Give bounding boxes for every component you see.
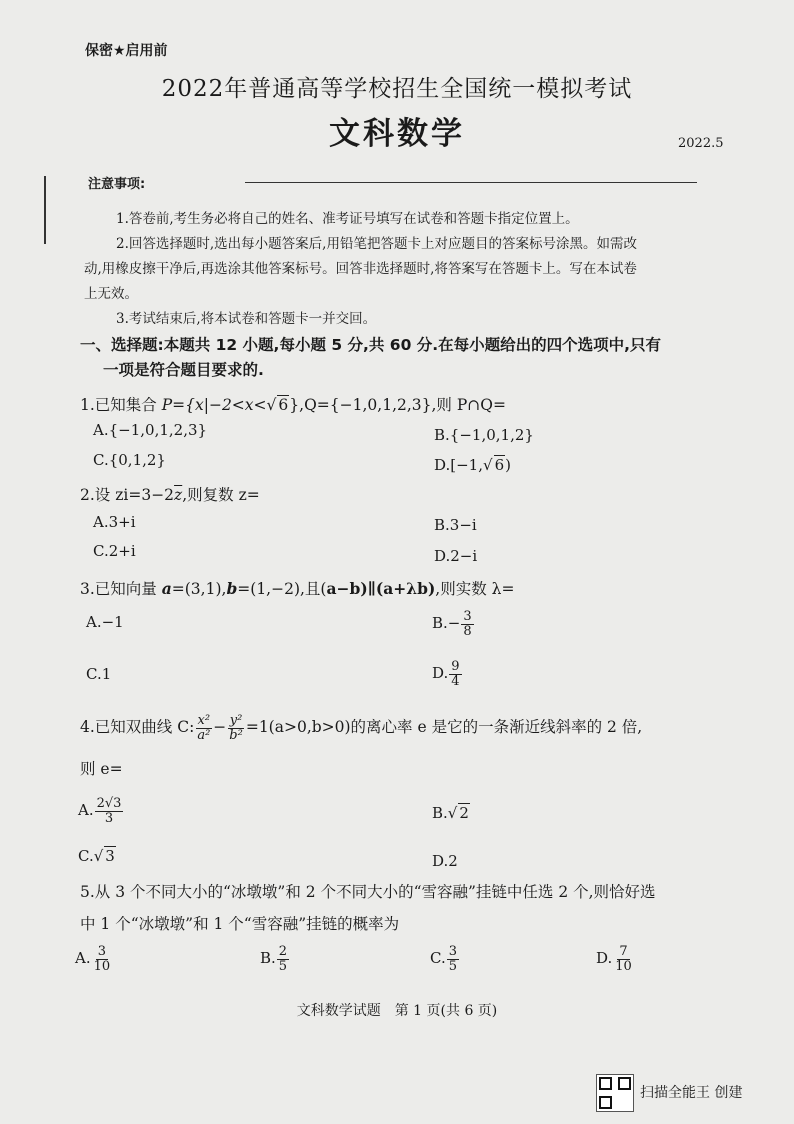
q1-option-c: C.{0,1,2} <box>93 451 166 469</box>
q2-suffix: ,则复数 z= <box>182 486 260 504</box>
q5-c-prefix: C. <box>430 949 446 968</box>
question-4-cont: 则 e= <box>80 760 123 778</box>
q3-a-value: =(3,1), <box>171 580 227 598</box>
exam-title: 2022年普通高等学校招生全国统一模拟考试 <box>161 76 633 102</box>
exam-date: 2022.5 <box>678 136 724 151</box>
q1-sqrt: 6 <box>278 396 289 414</box>
q4-option-d: D.2 <box>432 852 458 870</box>
q5-a-fraction <box>92 945 113 973</box>
question-4 <box>80 714 642 742</box>
q3-relation: a−b)∥(a+λb) <box>326 579 436 598</box>
subject-title: 文科数学 <box>329 116 465 152</box>
q5-a-den: 10 <box>93 958 111 974</box>
q3-b-value: =(1,−2),且( <box>237 580 327 598</box>
q4-f1-den: a² <box>197 727 211 743</box>
q3-d-den: 4 <box>451 673 460 689</box>
notice-item-2: 2.回答选择题时,选出每小题答案后,用铅笔把答题卡上对应题目的答案标号涂黑。如需改 <box>116 236 637 252</box>
q1-set-p: P={x|−2<x< <box>161 396 267 414</box>
q4-b-prefix: B. <box>432 804 448 822</box>
q3-option-c: C.1 <box>86 665 112 683</box>
q2-prefix: 2.设 zi=3−2 <box>80 486 175 504</box>
q5-b-fraction <box>277 945 289 973</box>
q4-option-c: C.√ 3 <box>78 847 115 865</box>
q2-option-c: C.2+i <box>93 542 136 560</box>
q1-d-sqrt: 6 <box>494 456 505 474</box>
q4-a-num: 2√3 <box>96 796 122 811</box>
q1-rest: },Q={−1,0,1,2,3},则 P∩Q= <box>289 396 506 414</box>
q5-c-fraction <box>447 945 459 973</box>
q3-d-prefix: D. <box>432 664 449 683</box>
q1-option-b: B.{−1,0,1,2} <box>434 426 534 444</box>
q4-a-fraction <box>95 797 124 825</box>
q3-b-fraction <box>461 610 473 638</box>
q5-option-a <box>75 945 113 973</box>
q2-zbar: $\overline{z}$ <box>174 486 183 504</box>
q3-b-num: 3 <box>463 609 472 624</box>
page-footer: 文科数学试题 第 1 页(共 6 页) <box>296 1003 498 1019</box>
q4-b-sqrt: 2 <box>459 804 469 822</box>
scanner-watermark: 扫描全能王 创建 <box>640 1085 743 1101</box>
q3-d-fraction <box>449 660 461 688</box>
q3-option-b <box>432 610 475 638</box>
q2-option-d: D.2−i <box>434 547 478 565</box>
q5-a-prefix: A. <box>75 949 91 968</box>
q5-d-den: 10 <box>615 958 632 974</box>
question-1: 1.已知集合 P={x|−2<x<√ 6},Q={−1,0,1,2,3},则 P∩Q= <box>80 396 506 414</box>
q5-option-b <box>260 945 290 973</box>
q5-c-den: 5 <box>448 958 457 974</box>
q3-vector-a: a <box>161 579 172 598</box>
q1-d-suffix: ) <box>505 456 511 474</box>
q1-prefix: 1.已知集合 <box>80 396 162 414</box>
q5-b-prefix: B. <box>260 949 276 968</box>
section-heading-cont: 一项是符合题目要求的. <box>103 361 264 379</box>
q1-d-prefix: D.[−1, <box>434 456 483 474</box>
q4-fraction-x <box>195 714 212 742</box>
q4-c-prefix: C. <box>78 847 94 865</box>
q1-option-d: D.[−1,√ 6) <box>434 456 511 474</box>
notice-item-2-cont: 动,用橡皮擦干净后,再选涂其他答案标号。回答非选择题时,将答案写在答题卡上。写在本试卷 <box>84 261 637 277</box>
confidential-label: 保密★启用前 <box>85 43 168 59</box>
q5-d-fraction <box>613 945 634 973</box>
q4-f2-num: y² <box>229 713 243 728</box>
q3-option-a: A.−1 <box>86 613 124 631</box>
q2-option-a: A.3+i <box>93 513 136 531</box>
q4-a-den: 3 <box>104 810 114 826</box>
q4-a-prefix: A. <box>78 801 94 820</box>
q5-b-den: 5 <box>278 958 288 974</box>
q4-minus: − <box>213 718 227 737</box>
question-2 <box>80 483 260 505</box>
q3-vector-b: b <box>226 579 238 598</box>
q5-c-num: 3 <box>448 944 457 959</box>
notice-item-3: 3.考试结束后,将本试卷和答题卡一并交回。 <box>116 311 377 327</box>
q5-option-d <box>596 945 635 973</box>
q3-b-prefix: B.− <box>432 614 461 633</box>
q3-suffix: ,则实数 λ= <box>435 580 515 598</box>
q1-option-a: A.{−1,0,1,2,3} <box>93 421 208 439</box>
question-3 <box>80 577 514 599</box>
q4-suffix: =1(a>0,b>0)的离心率 e 是它的一条渐近线斜率的 2 倍, <box>245 718 643 737</box>
q3-prefix: 3.已知向量 <box>80 580 162 598</box>
q5-option-c <box>430 945 460 973</box>
notice-heading: 注意事项: <box>88 177 146 192</box>
qr-code-icon <box>596 1074 634 1112</box>
q4-prefix: 4.已知双曲线 C: <box>80 718 195 737</box>
q3-option-d <box>432 660 463 688</box>
section-heading: 一、选择题:本题共 12 小题,每小题 5 分,共 60 分.在每小题给出的四个选项中,只有 <box>80 336 662 354</box>
notice-divider <box>245 182 697 183</box>
q4-f1-num: x² <box>197 713 211 728</box>
question-5: 5.从 3 个不同大小的“冰墩墩”和 2 个不同大小的“雪容融”挂链中任选 2 个,则恰好选 <box>80 883 656 901</box>
q4-f2-den: b² <box>229 727 243 743</box>
q4-c-sqrt: 3 <box>105 847 115 865</box>
q5-a-num: 3 <box>97 944 107 959</box>
q2-option-b: B.3−i <box>434 516 477 534</box>
margin-line <box>44 176 46 244</box>
q5-d-num: 7 <box>619 944 628 959</box>
q3-b-den: 8 <box>463 623 472 639</box>
q4-option-b: B.√ 2 <box>432 804 469 822</box>
q4-fraction-y <box>227 714 245 742</box>
q5-d-prefix: D. <box>596 949 613 968</box>
question-5-cont: 中 1 个“冰墩墩”和 1 个“雪容融”挂链的概率为 <box>80 915 400 933</box>
q5-b-num: 2 <box>278 944 288 959</box>
q4-option-a <box>78 797 124 825</box>
notice-item-2-end: 上无效。 <box>84 286 138 302</box>
notice-item-1: 1.答卷前,考生务必将自己的姓名、准考证号填写在试卷和答题卡指定位置上。 <box>116 211 579 227</box>
q3-d-num: 9 <box>451 659 460 674</box>
